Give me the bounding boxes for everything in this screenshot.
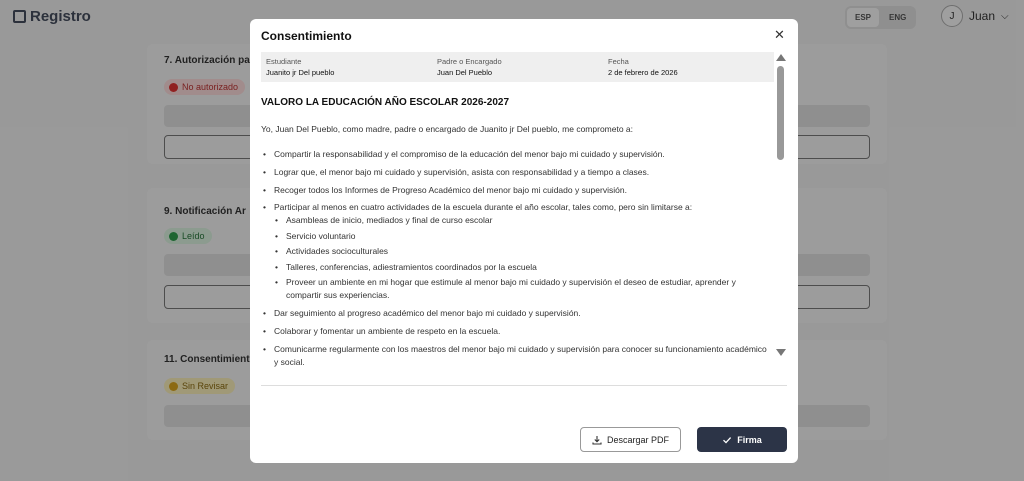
list-item: • Compartir la responsabilidad y el compromiso de la educación del menor bajo mi cuidado y supervisión. bbox=[274, 148, 769, 161]
date-info bbox=[608, 57, 678, 77]
sub-list-item: • Talleres, conferencias, adiestramientos coordinados por la escuela bbox=[286, 261, 770, 274]
document-scroll-area[interactable] bbox=[261, 52, 787, 379]
student-info bbox=[266, 57, 334, 77]
scrollbar-thumb[interactable] bbox=[777, 66, 784, 160]
sub-list-item: • Actividades socioculturales bbox=[286, 245, 770, 258]
chevron-down-icon: ⌵ bbox=[1001, 10, 1009, 22]
date-label: Fecha bbox=[608, 57, 629, 66]
scroll-down-arrow-icon[interactable] bbox=[776, 349, 786, 356]
status-badge-label: Leído bbox=[182, 231, 205, 241]
consent-modal bbox=[250, 19, 798, 463]
list-item: • Comunicarme regularmente con los maestros del menor bajo mi cuidado y supervisión para conocer su funcionamiento académico y social. bbox=[274, 343, 769, 369]
section-title: 11. Consentimient bbox=[164, 354, 250, 365]
lang-esp-button[interactable]: ESP bbox=[847, 8, 879, 27]
list-item: • Dar seguimiento al progreso académico del menor bajo mi cuidado y supervisión. bbox=[274, 307, 769, 320]
list-item: • Recoger todos los Informes de Progreso Académico del menor bajo mi cuidado y supervisión. bbox=[274, 184, 769, 197]
list-item: • Colaborar y fomentar un ambiente de respeto en la escuela. bbox=[274, 325, 769, 338]
close-icon[interactable]: ✕ bbox=[774, 27, 785, 42]
check-icon bbox=[722, 435, 732, 445]
download-pdf-button[interactable] bbox=[580, 427, 681, 452]
student-value: Juanito jr Del pueblo bbox=[266, 68, 335, 77]
info-header bbox=[261, 52, 774, 82]
modal-title: Consentimiento bbox=[261, 29, 352, 43]
section-title: 9. Notificación Ar bbox=[164, 206, 246, 217]
parent-info bbox=[437, 57, 502, 77]
status-badge-label: No autorizado bbox=[182, 82, 239, 92]
avatar: J bbox=[941, 5, 963, 27]
sign-label: Firma bbox=[737, 434, 762, 445]
list-item: • Lograr que, el menor bajo mi cuidado y supervisión, asista con responsabilidad y a tiempo a clases. bbox=[274, 166, 769, 179]
student-label: Estudiante bbox=[266, 57, 302, 66]
divider bbox=[261, 385, 787, 386]
date-value: 2 de febrero de 2026 bbox=[608, 68, 678, 77]
sign-button[interactable] bbox=[697, 427, 787, 452]
scrollbar[interactable] bbox=[775, 52, 787, 379]
list-item: • Participar al menos en cuatro actividades de la escuela durante el año escolar, tales como, pero sin limitarse a: bbox=[274, 201, 769, 214]
sub-list-item: • Asambleas de inicio, mediados y final de curso escolar bbox=[286, 214, 770, 227]
sub-list-item: • Proveer un ambiente en mi hogar que estimule al menor bajo mi cuidado y supervisión el deseo de estudiar, aprender y compartir sus experiencias. bbox=[286, 276, 770, 302]
lang-eng-button[interactable]: ENG bbox=[889, 13, 907, 22]
user-name: Juan bbox=[969, 9, 996, 23]
download-pdf-label: Descargar PDF bbox=[606, 434, 669, 445]
document-heading: VALORO LA EDUCACIÓN AÑO ESCOLAR 2026-2027 bbox=[261, 97, 510, 108]
section-title: 7. Autorización pa bbox=[164, 55, 250, 66]
app-title: Registro bbox=[30, 8, 91, 25]
sub-list-item: • Servicio voluntario bbox=[286, 230, 770, 243]
status-badge-label: Sin Revisar bbox=[182, 381, 229, 391]
scroll-up-arrow-icon[interactable] bbox=[776, 54, 786, 61]
parent-value: Juan Del Pueblo bbox=[437, 68, 493, 77]
document-intro: Yo, Juan Del Pueblo, como madre, padre o encargado de Juanito jr Del pueblo, me comprometo a: bbox=[261, 124, 634, 134]
parent-label: Padre o Encargado bbox=[437, 57, 502, 66]
download-icon bbox=[592, 435, 602, 445]
